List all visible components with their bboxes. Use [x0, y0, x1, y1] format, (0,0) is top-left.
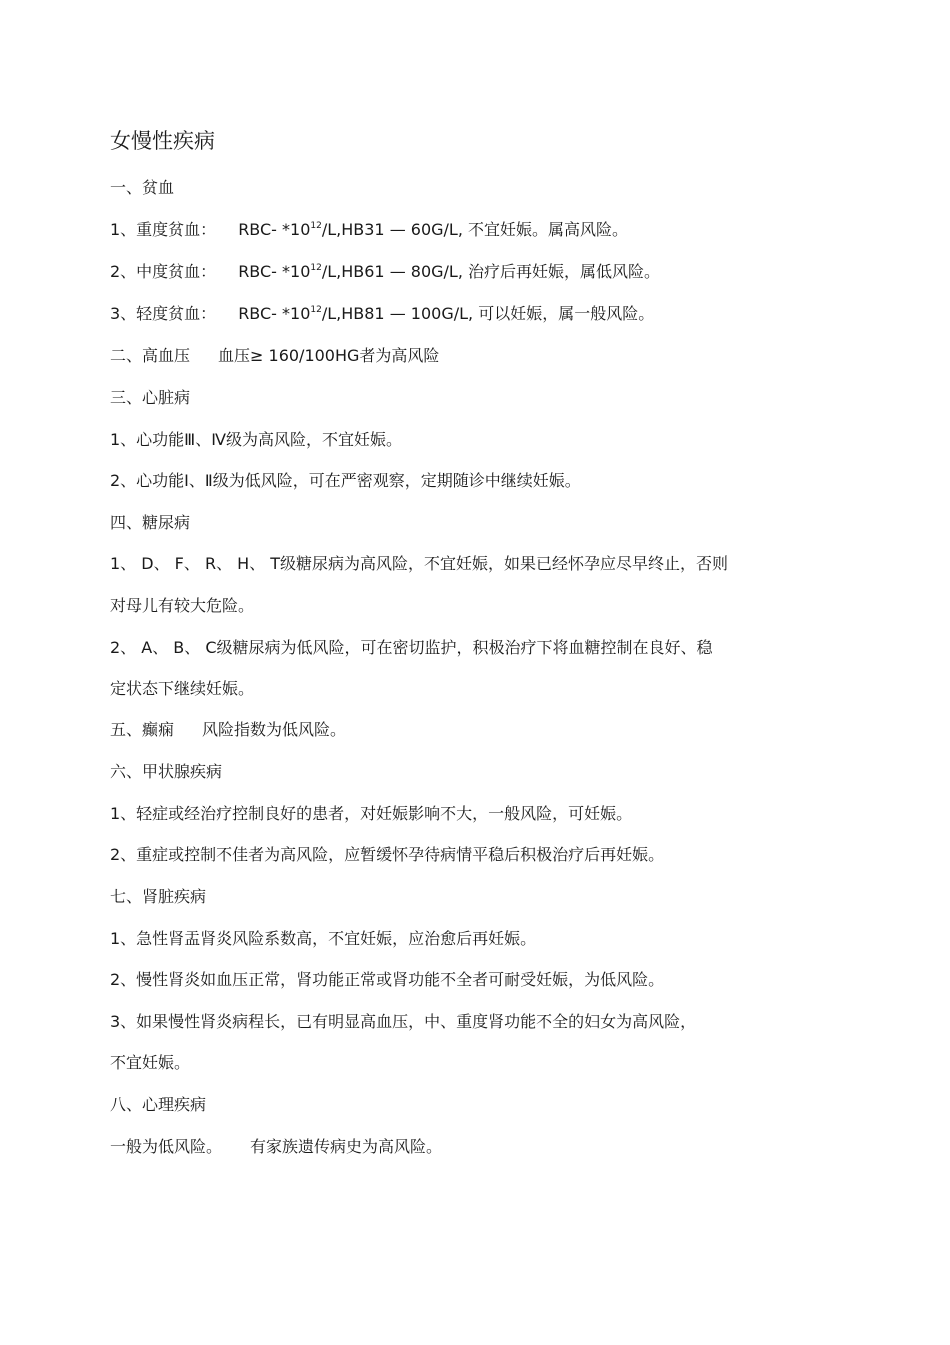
section-heading-heart-disease: 三、心脏病 [110, 388, 191, 407]
anemia-item-severe [110, 218, 628, 242]
heart-item-2: 2、心功能Ⅰ、Ⅱ级为低风险，可在严密观察，定期随诊中继续妊娠。 [110, 471, 581, 490]
item-label: 2、中度贫血： [110, 262, 217, 281]
item-suffix: /L,HB61 — 80G/L, 治疗后再妊娠，属低风险。 [321, 262, 661, 281]
thyroid-item-1: 1、轻症或经治疗控制良好的患者，对妊娠影响不大，一般风险，可妊娠。 [110, 804, 633, 823]
diabetes-item-1-line-1: 1、 D、 F、 R、 H、 T级糖尿病为高风险，不宜妊娠，如果已经怀孕应尽早终止，否则 [110, 554, 729, 573]
item-suffix: /L,HB81 — 100G/L, 可以妊娠，属一般风险。 [321, 304, 655, 323]
kidney-item-2: 2、慢性肾炎如血压正常，肾功能正常或肾功能不全者可耐受妊娠，为低风险。 [110, 970, 665, 989]
item-prefix: RBC- *10 [238, 304, 311, 323]
mental-text-2: 有家族遗传病史为高风险。 [250, 1137, 443, 1156]
diabetes-item-1-line-2: 对母儿有较大危险。 [110, 596, 255, 615]
thyroid-item-2: 2、重症或控制不佳者为高风险，应暂缓怀孕待病情平稳后积极治疗后再妊娠。 [110, 845, 665, 864]
kidney-item-3-line-2: 不宜妊娠。 [110, 1053, 191, 1072]
mental-text-1: 一般为低风险。 [110, 1137, 223, 1156]
kidney-item-1: 1、急性肾盂肾炎风险系数高，不宜妊娠，应治愈后再妊娠。 [110, 929, 537, 948]
section-heading-anemia: 一、贫血 [110, 178, 175, 197]
kidney-item-3-line-1: 3、如果慢性肾炎病程长，已有明显高血压，中、重度肾功能不全的妇女为高风险， [110, 1012, 697, 1031]
anemia-item-moderate [110, 260, 660, 284]
anemia-item-mild [110, 302, 654, 326]
item-exponent: 12 [310, 221, 322, 231]
item-label: 3、轻度贫血： [110, 304, 217, 323]
epilepsy-text: 风险指数为低风险。 [202, 720, 347, 739]
section-heading-hypertension: 二、高血压 [110, 346, 191, 365]
item-exponent: 12 [310, 305, 322, 315]
mental-text [110, 1135, 442, 1159]
item-exponent: 12 [310, 263, 322, 273]
section-hypertension [110, 344, 439, 368]
section-heading-epilepsy: 五、癫痫 [110, 720, 175, 739]
section-heading-thyroid: 六、甲状腺疾病 [110, 762, 223, 781]
item-prefix: RBC- *10 [238, 220, 311, 239]
section-epilepsy [110, 718, 346, 742]
diabetes-item-2-line-1: 2、 A、 B、 C级糖尿病为低风险，可在密切监护，积极治疗下将血糖控制在良好、稳 [110, 638, 713, 657]
section-heading-kidney: 七、肾脏疾病 [110, 887, 207, 906]
section-heading-diabetes: 四、糖尿病 [110, 513, 191, 532]
item-prefix: RBC- *10 [238, 262, 311, 281]
hypertension-text: 血压≥ 160/100HG者为高风险 [218, 346, 440, 365]
item-label: 1、重度贫血： [110, 220, 217, 239]
item-suffix: /L,HB31 — 60G/L, 不宜妊娠。属高风险。 [321, 220, 629, 239]
section-heading-mental: 八、心理疾病 [110, 1095, 207, 1114]
diabetes-item-2-line-2: 定状态下继续妊娠。 [110, 679, 255, 698]
document-title: 女慢性疾病 [110, 129, 215, 153]
heart-item-1: 1、心功能Ⅲ、Ⅳ级为高风险，不宜妊娠。 [110, 430, 402, 449]
